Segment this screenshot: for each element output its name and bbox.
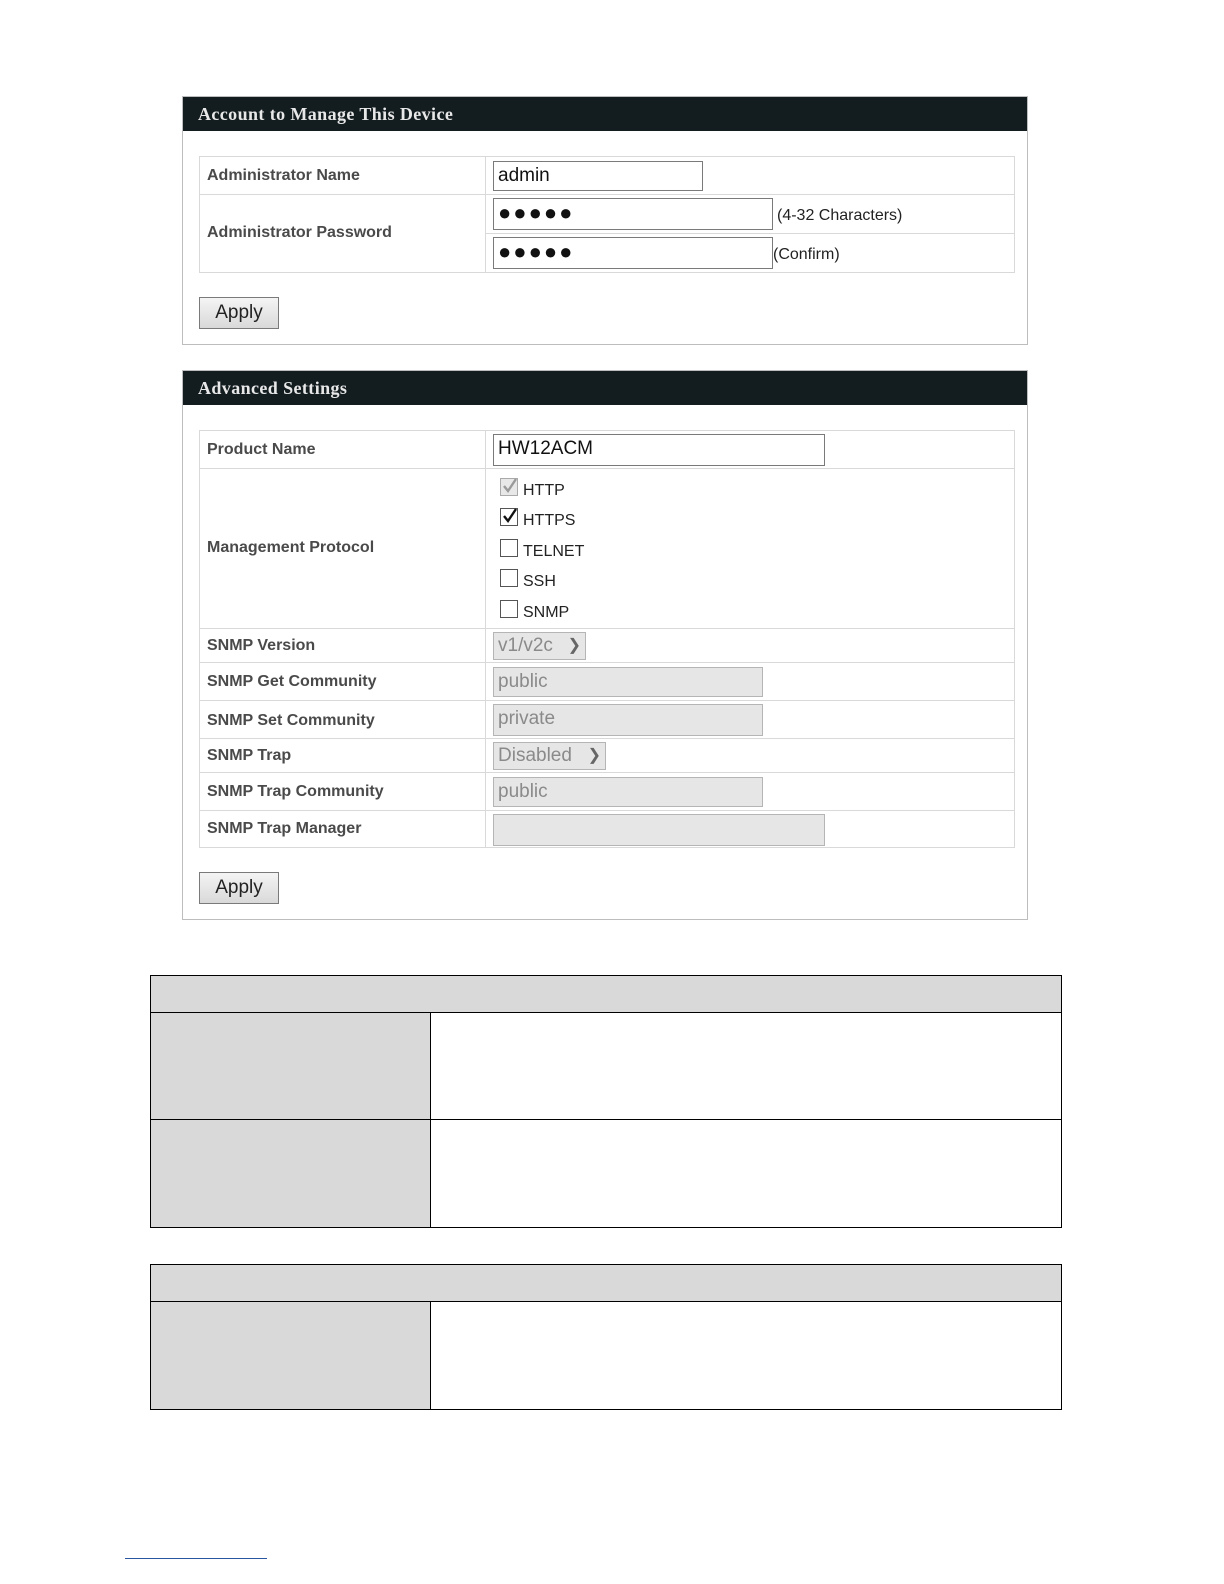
description-row (151, 1302, 1061, 1409)
snmp-trap-value: Disabled (498, 745, 572, 766)
admin-password-input[interactable]: ●●●●● (493, 198, 773, 230)
advanced-panel-title: Advanced Settings (183, 371, 1027, 405)
management-protocol-row (200, 469, 1014, 629)
description-table-1 (150, 975, 1062, 1228)
admin-name-row (200, 157, 1014, 195)
checkmark-icon (501, 477, 519, 495)
snmp-trap-select[interactable] (493, 742, 606, 770)
snmp-trap-community-label: SNMP Trap Community (207, 783, 384, 800)
description-key-cell (151, 1302, 431, 1409)
snmp-get-community-label: SNMP Get Community (207, 673, 377, 690)
account-form-table (199, 156, 1015, 273)
description-row (151, 1120, 1061, 1227)
snmp-version-row (200, 629, 1014, 663)
snmp-trap-community-input[interactable]: public (493, 777, 763, 807)
product-name-input[interactable]: HW12ACM (493, 434, 825, 466)
snmp-version-value: v1/v2c (498, 635, 553, 656)
account-panel-title: Account to Manage This Device (183, 97, 1027, 131)
snmp-get-community-row (200, 663, 1014, 701)
snmp-trap-community-row (200, 773, 1014, 811)
ssh-label: SSH (523, 573, 556, 590)
protocol-checkbox-group (485, 469, 785, 629)
ssh-checkbox[interactable] (500, 569, 518, 587)
description-table-header (151, 1265, 1061, 1302)
product-name-row (200, 431, 1014, 469)
chevron-down-icon: ❯ (567, 637, 581, 654)
snmp-trap-manager-row (200, 811, 1014, 847)
admin-name-label: Administrator Name (207, 167, 360, 184)
snmp-version-select[interactable] (493, 632, 586, 660)
admin-password-row (200, 195, 1014, 272)
description-key-cell (151, 1120, 431, 1227)
telnet-checkbox[interactable] (500, 539, 518, 557)
description-table-2 (150, 1264, 1062, 1410)
footnote-divider (125, 1558, 267, 1559)
snmp-set-community-row (200, 701, 1014, 739)
snmp-trap-manager-input[interactable] (493, 814, 825, 846)
snmp-trap-label: SNMP Trap (207, 747, 292, 764)
snmp-set-community-label: SNMP Set Community (207, 712, 375, 729)
snmp-label: SNMP (523, 604, 570, 621)
chevron-down-icon: ❯ (587, 747, 601, 764)
description-value-cell (431, 1013, 1061, 1119)
checkmark-icon (501, 507, 519, 525)
management-protocol-label: Management Protocol (207, 539, 375, 556)
snmp-trap-row (200, 739, 1014, 773)
description-table-header (151, 976, 1061, 1013)
advanced-panel (182, 370, 1028, 920)
advanced-apply-button[interactable]: Apply (199, 872, 279, 904)
snmp-get-community-input[interactable]: public (493, 667, 763, 697)
snmp-checkbox[interactable] (500, 600, 518, 618)
password-length-hint: (4-32 Characters) (777, 207, 903, 224)
admin-password-label: Administrator Password (207, 224, 392, 241)
http-label: HTTP (523, 482, 565, 499)
product-name-label: Product Name (207, 441, 316, 458)
https-label: HTTPS (523, 512, 576, 529)
advanced-form-table (199, 430, 1015, 848)
description-value-cell (431, 1302, 1061, 1409)
admin-password-confirm-input[interactable]: ●●●●● (493, 237, 773, 269)
description-key-cell (151, 1013, 431, 1119)
snmp-version-label: SNMP Version (207, 637, 316, 654)
http-checkbox[interactable] (500, 478, 518, 496)
password-confirm-hint: (Confirm) (773, 246, 840, 263)
description-row (151, 1013, 1061, 1120)
admin-name-input[interactable]: admin (493, 161, 703, 191)
account-panel (182, 96, 1028, 345)
account-apply-button[interactable]: Apply (199, 297, 279, 329)
description-value-cell (431, 1120, 1061, 1227)
snmp-set-community-input[interactable]: private (493, 704, 763, 736)
https-checkbox[interactable] (500, 508, 518, 526)
snmp-trap-manager-label: SNMP Trap Manager (207, 820, 362, 837)
telnet-label: TELNET (523, 543, 585, 560)
